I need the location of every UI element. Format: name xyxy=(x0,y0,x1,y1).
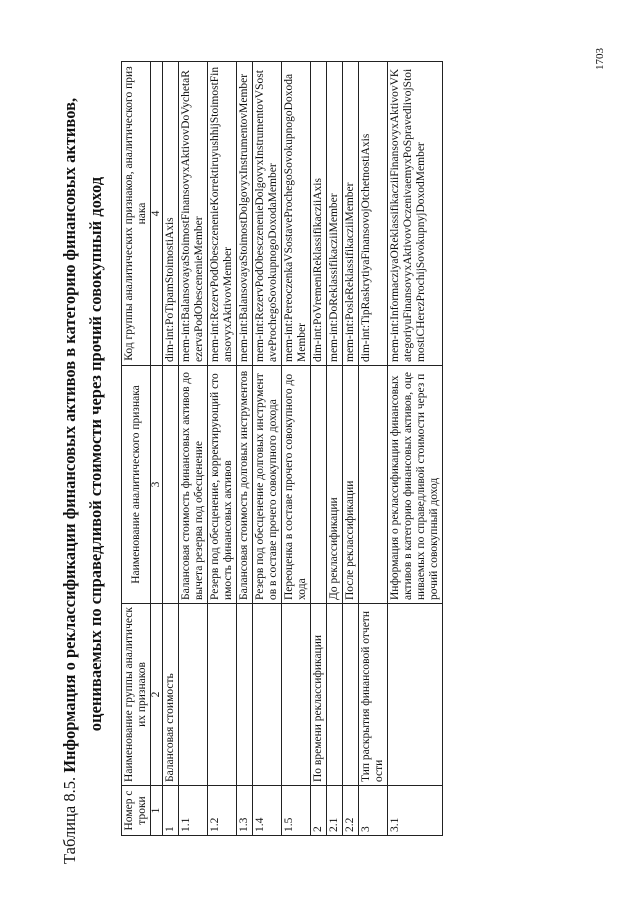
caption-label: Таблица 8.5. xyxy=(60,776,79,864)
group-name-cell xyxy=(208,604,237,786)
code-cell: mem-int:BalansovayaStoimostDolgovyxInstrumentovMember xyxy=(237,62,253,366)
code-cell: dim-int:TipRaskrytiyaFinansovojOtchetnostiAxis xyxy=(359,62,388,366)
row-number-cell: 2.2 xyxy=(343,786,359,836)
attribute-name-cell: Резерв под обесценение долговых инструментов в составе прочего совокупного дохода xyxy=(253,366,282,604)
group-name-cell xyxy=(282,604,311,786)
attribute-name-cell xyxy=(163,366,179,604)
code-cell: mem-int:InformacziyaOReklassifikacziiFinansovyxAktivovVKategoriyuFinansovyxAktivovOczenivaemyxPoSpravedlivojStoimostiCHerezProchijSovokupnyjDoxodMember xyxy=(388,62,443,366)
column-number: 2 xyxy=(151,604,163,786)
table-row xyxy=(179,62,208,836)
group-name-cell xyxy=(179,604,208,786)
table-row xyxy=(327,62,343,836)
row-number-cell: 3 xyxy=(359,786,388,836)
row-number-cell: 2.1 xyxy=(327,786,343,836)
group-name-cell: Тип раскрытия финансовой отчетности xyxy=(359,604,388,786)
code-cell: mem-int:DoReklassifikacziiMember xyxy=(327,62,343,366)
row-number-cell: 3.1 xyxy=(388,786,443,836)
classification-table xyxy=(121,61,443,836)
attribute-name-cell xyxy=(359,366,388,604)
table-row xyxy=(359,62,388,836)
header-attribute-name: Наименование аналитического признака xyxy=(122,366,151,604)
attribute-name-cell: Балансовая стоимость финансовых активов до вычета резерва под обесценение xyxy=(179,366,208,604)
row-number-cell: 1.2 xyxy=(208,786,237,836)
header-row-number: Номер строки xyxy=(122,786,151,836)
group-name-cell xyxy=(343,604,359,786)
group-name-cell xyxy=(253,604,282,786)
attribute-name-cell: Переоценка в составе прочего совокупного дохода xyxy=(282,366,311,604)
table-row xyxy=(208,62,237,836)
table-row xyxy=(237,62,253,836)
code-cell: dim-int:PoTipamStoimostiAxis xyxy=(163,62,179,366)
header-group-name: Наименование группы аналитических признаков xyxy=(122,604,151,786)
attribute-name-cell: Резерв под обесценение, корректирующий стоимость финансовых активов xyxy=(208,366,237,604)
code-cell: mem-int:RezervPodObesczenenieDolgovyxInstrumentovVSostaveProchegoSovokupnogoDoxodaMember xyxy=(253,62,282,366)
table-row xyxy=(388,62,443,836)
table-row xyxy=(282,62,311,836)
group-name-cell xyxy=(237,604,253,786)
column-number: 4 xyxy=(151,62,163,366)
attribute-name-cell xyxy=(311,366,327,604)
attribute-name-cell: Балансовая стоимость долговых инструментов xyxy=(237,366,253,604)
group-name-cell: Балансовая стоимость xyxy=(163,604,179,786)
column-number: 3 xyxy=(151,366,163,604)
caption-title-line1: Информация о реклассификации финансовых активов в категорию финансовых активов, xyxy=(60,97,79,773)
group-name-cell: По времени реклассификации xyxy=(311,604,327,786)
page-number: 1703 xyxy=(594,48,606,70)
table-row xyxy=(253,62,282,836)
header-code: Код группы аналитических признаков, аналитического признака xyxy=(122,62,151,366)
row-number-cell: 1 xyxy=(163,786,179,836)
table-row xyxy=(163,62,179,836)
code-cell: mem-int:RezervPodObesczenenieKorrektiruyushhijStoimostFinansovyxAktivovMember xyxy=(208,62,237,366)
row-number-cell: 1.3 xyxy=(237,786,253,836)
table-row xyxy=(311,62,327,836)
row-number-cell: 1.5 xyxy=(282,786,311,836)
row-number-cell: 1.1 xyxy=(179,786,208,836)
code-cell: mem-int:PereoczenkaVSostaveProchegoSovokupnogoDoxodaMember xyxy=(282,62,311,366)
column-number: 1 xyxy=(151,786,163,836)
rotated-page-content xyxy=(42,44,640,864)
group-name-cell xyxy=(388,604,443,786)
row-number-cell: 2 xyxy=(311,786,327,836)
table-header-row xyxy=(122,62,151,836)
caption-title-line2: оцениваемых по справедливой стоимости через прочий совокупный доход xyxy=(86,176,105,732)
attribute-name-cell: После реклассификации xyxy=(343,366,359,604)
group-name-cell xyxy=(327,604,343,786)
table-caption xyxy=(60,44,80,864)
code-cell: dim-int:PoVremeniReklassifikacziiAxis xyxy=(311,62,327,366)
attribute-name-cell: Информация о реклассификации финансовых активов в категорию финансовых активов, оцениваемых по справедливой стоимости через прочий совокупный доход xyxy=(388,366,443,604)
code-cell: mem-int:PosleReklassifikacziiMember xyxy=(343,62,359,366)
table-row xyxy=(343,62,359,836)
row-number-cell: 1.4 xyxy=(253,786,282,836)
code-cell: mem-int:BalansovayaStoimostFinansovyxAktivovDoVychetaRezervaPodObesceneniеMember xyxy=(179,62,208,366)
attribute-name-cell: До реклассификации xyxy=(327,366,343,604)
column-number-row xyxy=(151,62,163,836)
